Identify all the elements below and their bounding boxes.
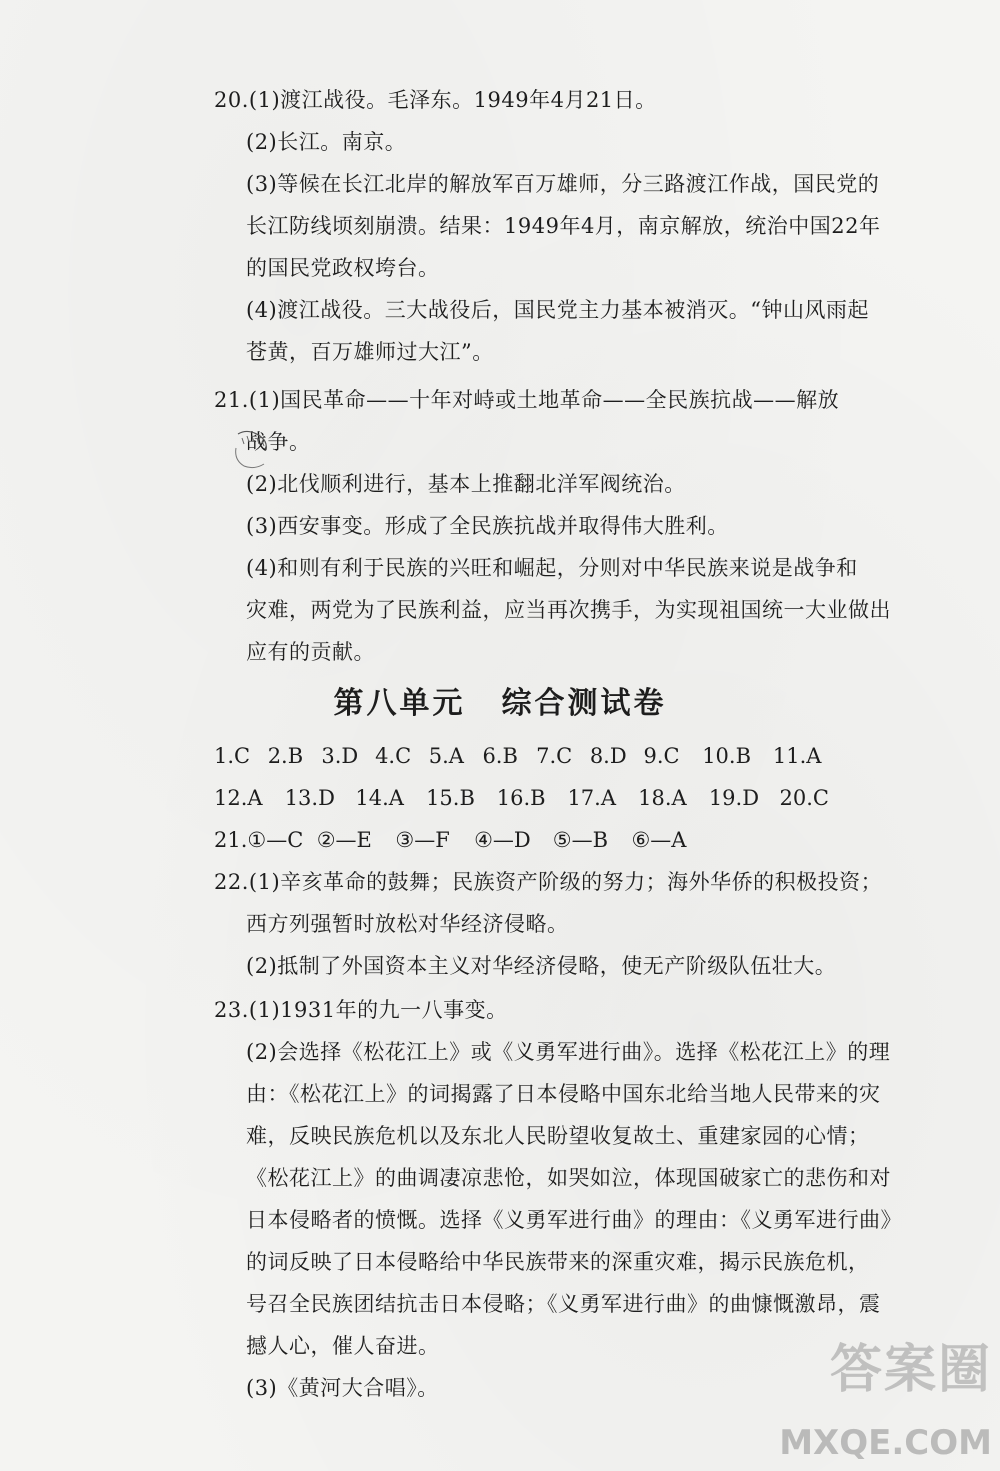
section-heading — [0, 684, 1000, 724]
choice-answer: 3.D — [321, 744, 359, 768]
answer-line: (2)会选择《松花江上》或《义勇军进行曲》。选择《松花江上》的理 — [246, 1040, 891, 1064]
watermark-logo-text: 答案圈 — [829, 1340, 992, 1400]
choice-answer: 9.C — [643, 744, 680, 768]
answer-line: (3)等候在长江北岸的解放军百万雄师，分三路渡江作战，国民党的 — [246, 172, 880, 196]
choice-answer: 20.C — [779, 786, 829, 810]
matching-answers-row — [214, 826, 703, 854]
answer-line: (2)抵制了外国资本主义对华经济侵略，使无产阶级队伍壮大。 — [246, 954, 837, 978]
choice-answer: 10.B — [702, 744, 752, 768]
answer-line: 23.(1)1931年的九一八事变。 — [214, 998, 508, 1022]
choice-answer: 1.C — [214, 744, 251, 768]
site-watermark — [779, 1335, 992, 1465]
choice-answer: 16.B — [496, 786, 546, 810]
choice-answer: 19.D — [708, 786, 760, 810]
choice-answer: 2.B — [267, 744, 304, 768]
answer-line: 应有的贡献。 — [246, 640, 375, 664]
answer-line: 由：《松花江上》的词揭露了日本侵略中国东北给当地人民带来的灾 — [246, 1082, 881, 1106]
answer-line: 长江防线顷刻崩溃。结果：1949年4月，南京解放，统治中国22年 — [246, 214, 881, 238]
answer-line: 《松花江上》的曲调凄凉悲怆，如哭如泣，体现国破家亡的悲伤和对 — [246, 1166, 891, 1190]
matching-answer: ③—F — [395, 828, 450, 852]
choice-answer: 14.A — [355, 786, 404, 810]
answer-line: 撼人心，催人奋进。 — [246, 1334, 440, 1358]
answer-line: 22.(1)辛亥革命的鼓舞；民族资产阶级的努力；海外华侨的积极投资； — [214, 870, 883, 894]
choice-answer: 15.B — [426, 786, 475, 810]
choice-answer: 18.A — [638, 786, 687, 810]
answer-line: 日本侵略者的愤慨。选择《义勇军进行曲》的理由：《义勇军进行曲》 — [246, 1208, 902, 1232]
answer-line: 21.(1)国民革命——十年对峙或土地革命——全民族抗战——解放 — [214, 388, 840, 412]
answer-line: 的词反映了日本侵略给中华民族带来的深重灾难，揭示民族危机， — [246, 1250, 870, 1274]
answer-line: 战争。 — [246, 430, 311, 454]
answer-line: 20.(1)渡江战役。毛泽东。1949年4月21日。 — [214, 88, 657, 112]
choice-answer: 13.D — [284, 786, 335, 810]
choice-answer: 17.A — [567, 786, 616, 810]
choice-answer: 5.A — [428, 744, 464, 768]
answer-line: 西方列强暂时放松对华经济侵略。 — [246, 912, 569, 936]
answer-line: (3)西安事变。形成了全民族抗战并取得伟大胜利。 — [246, 514, 729, 538]
matching-answer: ⑥—A — [631, 828, 687, 852]
answer-line: (2)长江。南京。 — [246, 130, 407, 154]
matching-answer: ②—E — [316, 828, 372, 852]
answer-line: (3)《黄河大合唱》。 — [246, 1376, 439, 1400]
answer-line: (4)和则有利于民族的兴旺和崛起，分则对中华民族来说是战争和 — [246, 556, 858, 580]
answer-line: 灾难，两党为了民族利益，应当再次携手，为实现祖国统一大业做出 — [246, 598, 891, 622]
choice-answer: 8.D — [589, 744, 627, 768]
choice-answer: 6.B — [482, 744, 518, 768]
choice-answer: 7.C — [536, 744, 573, 768]
answer-line: 号召全民族团结抗击日本侵略；《义勇军进行曲》的曲慷慨激昂，震 — [246, 1292, 881, 1316]
section-heading-title: 综合测试卷 — [501, 686, 667, 721]
pen-scribble-mark — [232, 426, 276, 472]
answer-line: 苍黄，百万雄师过大江”。 — [246, 340, 494, 364]
watermark-url: MXQE.COM — [779, 1423, 992, 1463]
answer-line: (2)北伐顺利进行，基本上推翻北洋军阀统治。 — [246, 472, 686, 496]
matching-answer: ⑤—B — [552, 828, 609, 852]
section-heading-unit: 第八单元 — [333, 686, 466, 721]
answer-line: (4)渡江战役。三大战役后，国民党主力基本被消灭。“钟山风雨起 — [246, 298, 869, 322]
choice-answers-row-1 — [214, 742, 833, 770]
choice-answer: 4.C — [375, 744, 412, 768]
choice-answer: 12.A — [214, 786, 263, 810]
answer-line: 难，反映民族危机以及东北人民盼望收复故土、重建家园的心情； — [246, 1124, 870, 1148]
choice-answers-row-2 — [214, 784, 840, 812]
choice-answer: 11.A — [772, 744, 822, 768]
matching-answer: 21.①—C — [214, 828, 304, 852]
matching-answer: ④—D — [474, 828, 531, 852]
answer-line: 的国民党政权垮台。 — [246, 256, 440, 280]
